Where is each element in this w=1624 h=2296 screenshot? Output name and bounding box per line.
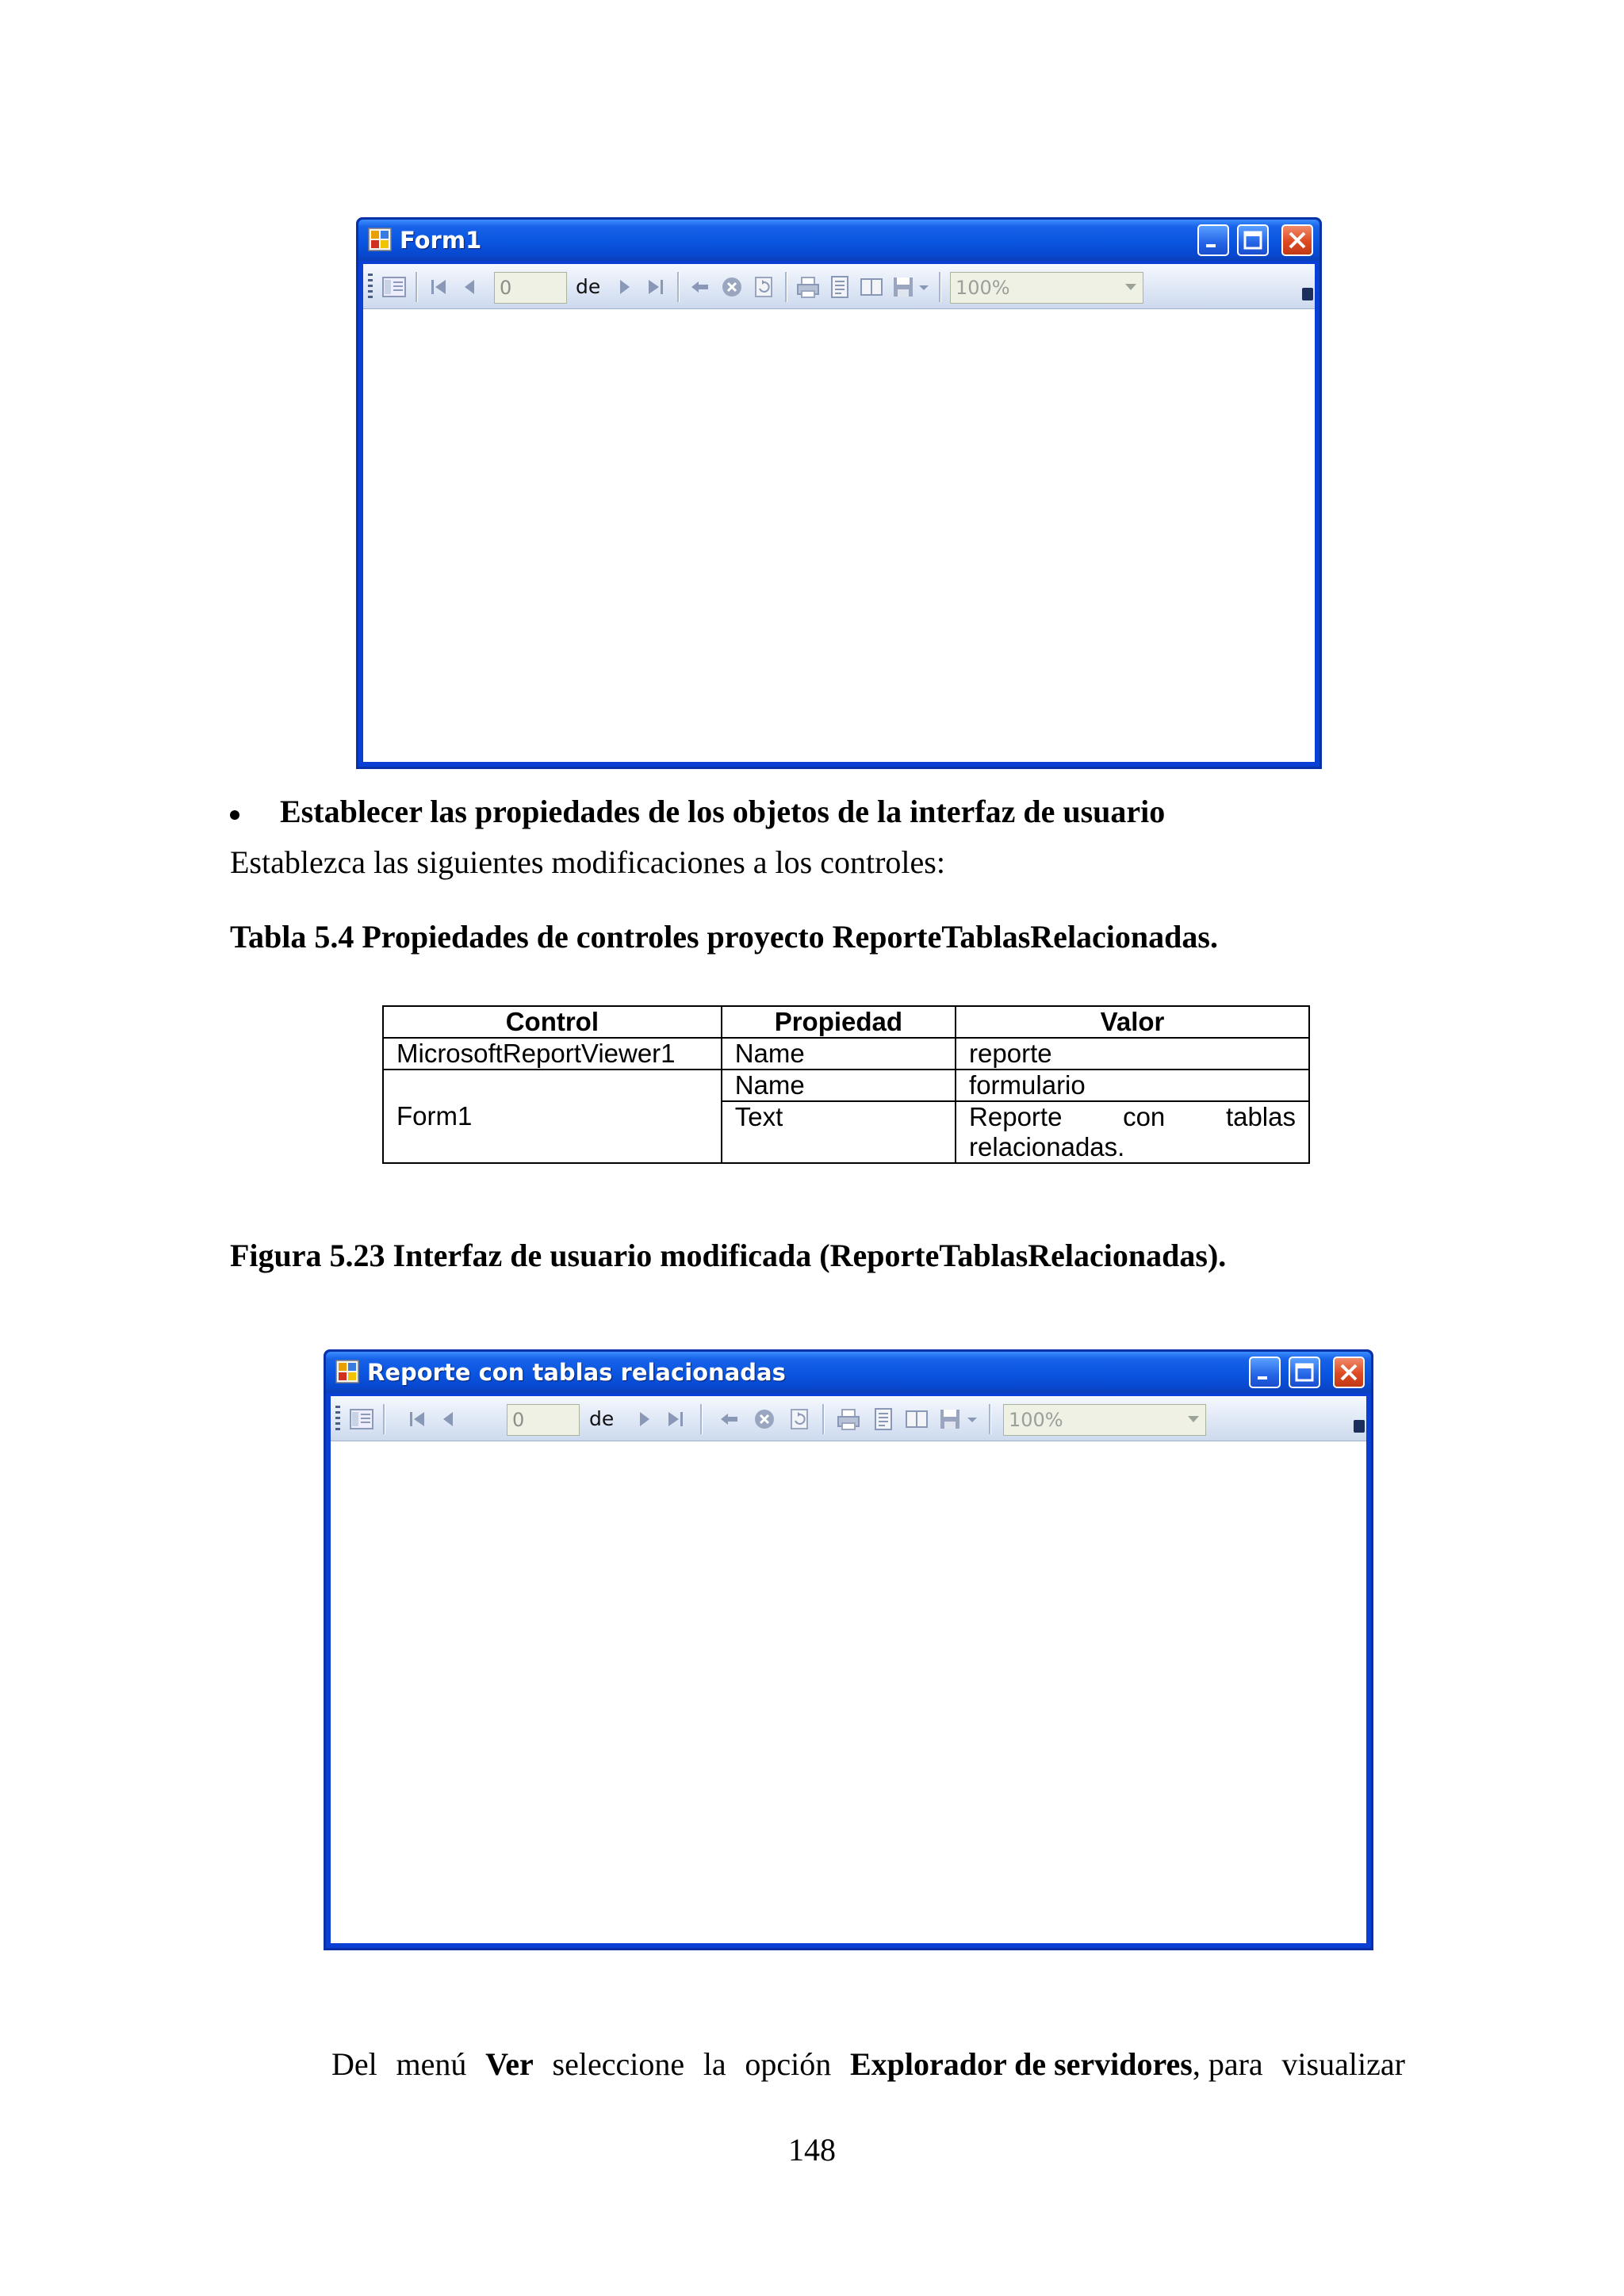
cell-value-line: relacionadas.	[969, 1132, 1125, 1161]
header-control: Control	[383, 1006, 722, 1038]
chevron-down-icon	[1188, 1416, 1199, 1422]
close-icon	[1283, 226, 1312, 254]
app-icon	[368, 228, 392, 251]
word: Del	[331, 2046, 377, 2082]
report-viewer-area[interactable]	[363, 309, 1315, 762]
next-page-icon[interactable]	[630, 1406, 657, 1433]
menu-name-ver: Ver	[485, 2046, 534, 2082]
page-number-input[interactable]: 0	[494, 272, 567, 304]
toolbar-grip[interactable]	[368, 274, 373, 300]
export-icon[interactable]	[936, 1406, 963, 1433]
word: seleccione	[552, 2046, 685, 2082]
cell-property: Name	[722, 1038, 956, 1070]
report-viewer-window-modified	[324, 1349, 1373, 1950]
word: menú	[396, 2046, 467, 2082]
report-toolbar	[331, 1396, 1366, 1441]
table-caption: Tabla 5.4 Propiedades de controles proyecto ReporteTablasRelacionadas.	[230, 919, 1218, 955]
toolbar-separator	[383, 1404, 385, 1434]
table-row	[383, 1070, 1309, 1101]
report-viewer-area[interactable]	[331, 1441, 1366, 1943]
back-icon[interactable]	[716, 1406, 743, 1433]
window-title: Reporte con tablas relacionadas	[367, 1359, 786, 1386]
refresh-icon[interactable]	[750, 274, 777, 300]
page-setup-icon[interactable]	[903, 1406, 930, 1433]
back-icon[interactable]	[687, 274, 714, 300]
cell-property: Text	[722, 1101, 956, 1163]
toolbar-separator	[700, 1404, 703, 1434]
toolbar-separator	[785, 272, 787, 302]
maximize-icon	[1290, 1358, 1319, 1387]
toolbar-grip[interactable]	[335, 1406, 340, 1433]
document-map-icon[interactable]	[381, 274, 408, 300]
close-button[interactable]	[1333, 1357, 1365, 1388]
app-icon	[335, 1360, 359, 1383]
word: con	[1123, 1102, 1166, 1131]
stop-icon[interactable]	[718, 274, 745, 300]
intro-text: Establezca las siguientes modificaciones a los controles:	[230, 844, 945, 880]
refresh-icon[interactable]	[786, 1406, 813, 1433]
zoom-value: 100%	[1009, 1409, 1063, 1431]
minimize-icon	[1199, 226, 1228, 254]
close-icon	[1335, 1358, 1363, 1387]
maximize-button[interactable]	[1289, 1357, 1320, 1388]
report-toolbar	[363, 264, 1315, 309]
first-page-icon[interactable]	[404, 1406, 431, 1433]
option-explorador: Explorador de servidores	[850, 2046, 1193, 2082]
word: opción	[745, 2046, 832, 2082]
bullet-heading: Establecer las propiedades de los objetos de la interfaz de usuario	[280, 794, 1166, 829]
header-value: Valor	[956, 1006, 1309, 1038]
closing-paragraph	[331, 2045, 1405, 2083]
table-header-row	[383, 1006, 1309, 1038]
chevron-down-icon	[1125, 284, 1136, 290]
close-button[interactable]	[1281, 224, 1313, 256]
print-layout-icon[interactable]	[826, 274, 853, 300]
page-of-label: de	[589, 1407, 615, 1430]
toolbar-separator	[939, 272, 941, 302]
header-property: Propiedad	[722, 1006, 956, 1038]
word: visualizar	[1281, 2046, 1405, 2082]
last-page-icon[interactable]	[662, 1406, 689, 1433]
window-title: Form1	[400, 227, 482, 254]
print-layout-icon[interactable]	[870, 1406, 897, 1433]
page-of-label: de	[576, 275, 601, 298]
export-dropdown-icon[interactable]	[917, 274, 931, 300]
minimize-button[interactable]	[1249, 1357, 1281, 1388]
page-number: 148	[788, 2132, 836, 2168]
figure-caption: Figura 5.23 Interfaz de usuario modificada (ReporteTablasRelacionadas).	[230, 1238, 1227, 1273]
print-icon[interactable]	[795, 274, 822, 300]
print-icon[interactable]	[835, 1406, 862, 1433]
word: , para	[1192, 2046, 1263, 2082]
page-setup-icon[interactable]	[858, 274, 885, 300]
cell-control: Form1	[383, 1070, 722, 1163]
option-name	[850, 2045, 1263, 2083]
stop-icon[interactable]	[751, 1406, 778, 1433]
minimize-icon	[1251, 1358, 1279, 1387]
zoom-value: 100%	[956, 277, 1010, 299]
toolbar-separator	[416, 272, 418, 302]
cell-value	[956, 1101, 1309, 1163]
document-map-icon[interactable]	[348, 1406, 375, 1433]
page-number-input[interactable]: 0	[507, 1404, 580, 1436]
window-titlebar[interactable]	[358, 220, 1320, 261]
maximize-button[interactable]	[1237, 224, 1269, 256]
window-titlebar[interactable]	[326, 1352, 1371, 1393]
word: Reporte	[969, 1102, 1063, 1131]
table-row	[383, 1038, 1309, 1070]
zoom-select[interactable]	[1003, 1404, 1206, 1436]
cell-control: MicrosoftReportViewer1	[383, 1038, 722, 1070]
bullet-icon	[230, 810, 239, 820]
first-page-icon[interactable]	[425, 274, 452, 300]
export-dropdown-icon[interactable]	[965, 1406, 979, 1433]
zoom-select[interactable]	[950, 272, 1143, 304]
word: la	[703, 2046, 726, 2082]
last-page-icon[interactable]	[642, 274, 669, 300]
maximize-icon	[1239, 226, 1267, 254]
toolbar-overflow-icon[interactable]	[1302, 288, 1313, 300]
cell-value-line	[969, 1102, 1296, 1132]
previous-page-icon[interactable]	[435, 1406, 462, 1433]
word: tablas	[1225, 1102, 1296, 1131]
properties-table	[382, 1005, 1310, 1164]
report-viewer-window-form1	[356, 217, 1322, 769]
previous-page-icon[interactable]	[457, 274, 484, 300]
next-page-icon[interactable]	[611, 274, 638, 300]
toolbar-separator	[677, 272, 680, 302]
toolbar-overflow-icon[interactable]	[1354, 1420, 1365, 1433]
export-icon[interactable]	[890, 274, 917, 300]
cell-value: formulario	[956, 1070, 1309, 1101]
toolbar-separator	[989, 1404, 991, 1434]
minimize-button[interactable]	[1197, 224, 1229, 256]
toolbar-separator	[822, 1404, 825, 1434]
cell-value: reporte	[956, 1038, 1309, 1070]
cell-property: Name	[722, 1070, 956, 1101]
